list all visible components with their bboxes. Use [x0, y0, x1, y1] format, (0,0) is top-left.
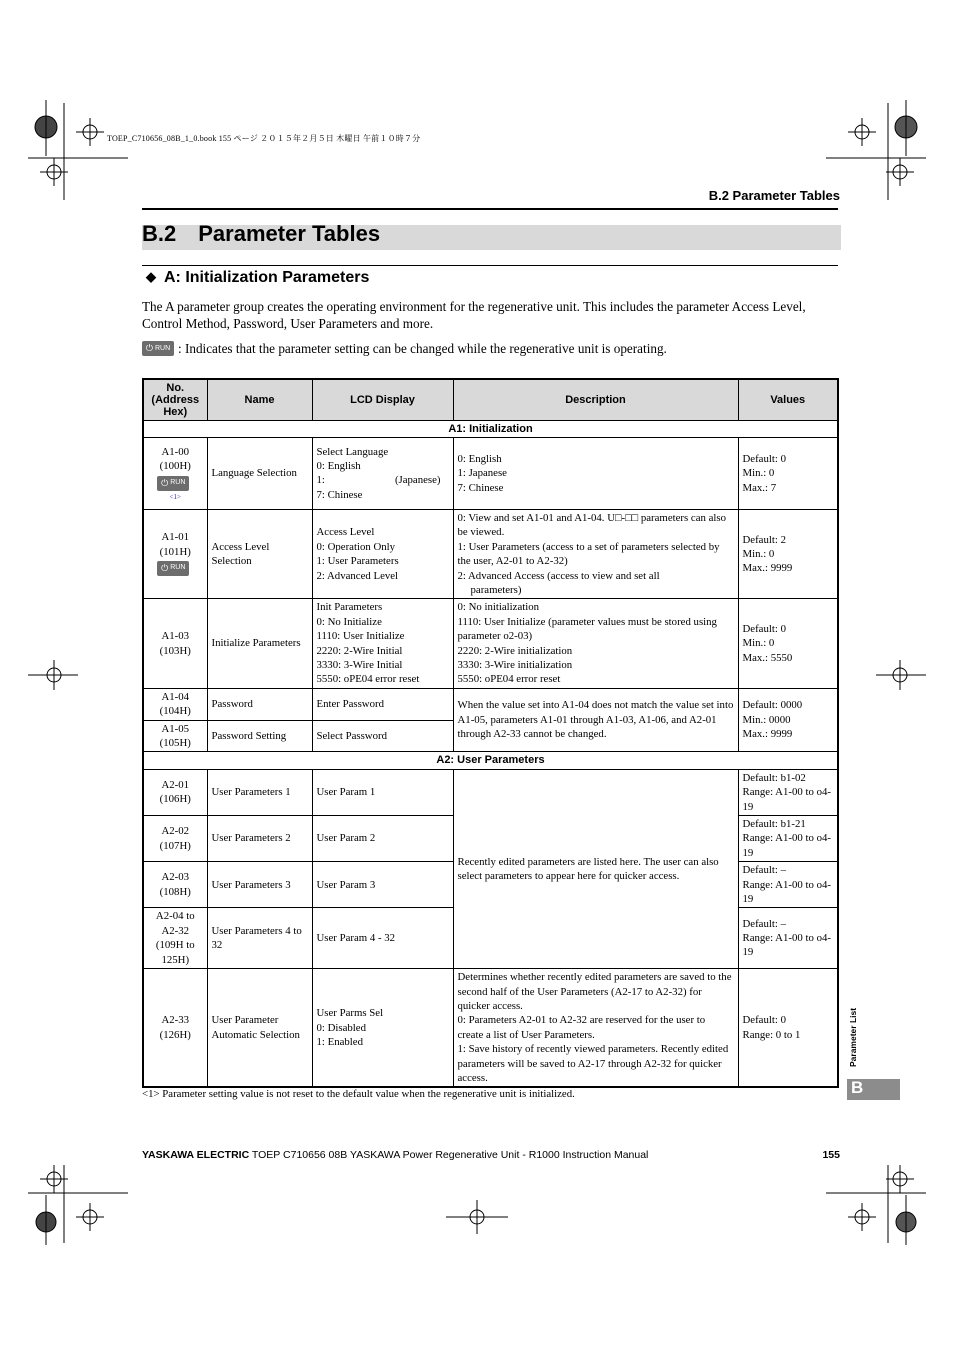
header-values: Values — [738, 379, 838, 420]
power-icon: ⏻ — [161, 478, 169, 489]
desc-line: 2: Advanced Access (access to view and set all — [457, 569, 660, 582]
param-name: User Parameters 4 to 32 — [207, 908, 312, 969]
param-values — [738, 688, 838, 752]
param-code: A2-33 — [161, 1014, 190, 1027]
page-number: 155 — [822, 1149, 840, 1161]
desc-line: 7: Chinese — [457, 481, 504, 494]
param-address: (126H) — [159, 1028, 191, 1041]
table-row — [143, 437, 838, 509]
value-line: Default: 0 — [742, 622, 786, 635]
param-lcd: User Param 2 — [312, 816, 453, 862]
param-code: A2-01 — [161, 779, 190, 792]
param-name: Access Level Selection — [207, 509, 312, 598]
value-line: Default: 2 — [742, 533, 786, 546]
param-values — [738, 908, 838, 969]
param-no — [143, 908, 207, 969]
lcd-line: User Parms Sel — [316, 1007, 384, 1020]
lcd-line: Init Parameters — [316, 601, 383, 614]
value-line: Max.: 9999 — [742, 728, 793, 741]
param-address: (104H) — [159, 705, 191, 718]
running-header: B.2 Parameter Tables — [708, 188, 840, 203]
page-footer — [142, 1149, 840, 1161]
lcd-line: 1110: User Initialize — [316, 630, 405, 643]
lcd-line: 0: No Initialize — [316, 615, 382, 628]
value-line: Range: A1-00 to o4-19 — [742, 932, 831, 959]
param-address: (109H to 125H) — [155, 939, 195, 966]
lcd-line: Select Language — [316, 445, 389, 458]
desc-line: 0: Parameters A2-01 to A2-32 are reserved for the user to create a list of User Parameters. — [457, 1014, 706, 1041]
param-description: When the value set into A1-04 does not match the value set into A1-05, parameters A1-01 through A1-03, A1-06, and A2-01 through A2-33 cannot be changed. — [453, 688, 738, 752]
chapter-tab-letter: B — [851, 1078, 864, 1097]
param-description — [453, 509, 738, 598]
header-name: Name — [207, 379, 312, 420]
param-code: A1-05 — [161, 722, 190, 735]
value-line: Max.: 9999 — [742, 562, 793, 575]
param-lcd: Select Password — [312, 720, 453, 752]
param-name: User Parameter Automatic Selection — [207, 969, 312, 1088]
desc-line: 1110: User Initialize (parameter values must be stored using parameter o2-03) — [457, 615, 717, 643]
lcd-line: 0: Disabled — [316, 1021, 366, 1034]
lcd-line: 7: Chinese — [316, 488, 363, 501]
desc-line: 5550: oPE04 error reset — [457, 673, 561, 686]
param-values — [738, 816, 838, 862]
lcd-line: 1: — [316, 474, 325, 487]
footnote-ref: <1> — [169, 492, 181, 501]
lcd-line: 0: English — [316, 460, 361, 472]
param-no — [143, 688, 207, 720]
param-code: A2-02 — [161, 825, 190, 838]
crop-mark-bottom-center — [446, 1200, 508, 1234]
param-values — [738, 862, 838, 908]
lcd-line: 1: Enabled — [316, 1035, 363, 1048]
desc-line: 2220: 2-Wire initialization — [457, 644, 573, 657]
param-lcd: User Param 1 — [312, 769, 453, 815]
param-lcd — [312, 509, 453, 598]
param-description — [453, 969, 738, 1088]
param-address: (106H) — [159, 793, 191, 806]
param-name: Password Setting — [207, 720, 312, 752]
param-lcd — [312, 437, 453, 509]
value-line: Default: 0 — [742, 452, 786, 465]
param-lcd — [312, 969, 453, 1088]
chapter-tab — [847, 1079, 900, 1100]
run-icon-label: RUN — [170, 564, 186, 572]
page-title — [142, 221, 380, 247]
footer-text — [142, 1149, 648, 1161]
parameter-table — [142, 378, 839, 1088]
table-row — [143, 599, 838, 688]
value-line: Min.: 0 — [742, 547, 775, 560]
desc-line: 0: View and set A1-01 and A1-04. U□-□□ parameters can also be viewed. — [457, 511, 726, 539]
table-row — [143, 688, 838, 720]
value-line: Min.: 0 — [742, 467, 775, 480]
subheading — [146, 269, 369, 287]
param-address: (108H) — [159, 885, 191, 898]
desc-line: parameters) — [470, 583, 522, 596]
value-line: Min.: 0 — [742, 637, 775, 650]
crop-mark-mid-right — [876, 660, 926, 694]
section-row-a2 — [143, 752, 838, 769]
header-no: No. (Address Hex) — [143, 379, 207, 420]
lcd-line: 2220: 2-Wire Initial — [316, 644, 403, 657]
desc-line: 1: Japanese — [457, 467, 507, 480]
value-line: Range: A1-00 to o4-19 — [742, 878, 831, 906]
param-code: A2-04 to A2-32 — [155, 910, 195, 937]
diamond-bullet-icon: ◆ — [146, 269, 156, 284]
crop-mark-top-left — [28, 100, 128, 200]
param-no — [143, 862, 207, 908]
lcd-line: 0: Operation Only — [316, 540, 396, 553]
run-note-text: : Indicates that the parameter setting can be changed while the regenerative unit is operating. — [178, 341, 667, 356]
section-a1-label: A1: Initialization — [143, 420, 838, 437]
value-line: Range: A1-00 to o4-19 — [742, 832, 831, 859]
subheading-rule — [142, 265, 838, 266]
run-icon-label: RUN — [154, 345, 171, 352]
value-line: Min.: 0000 — [742, 713, 791, 726]
param-values — [738, 769, 838, 815]
value-line: Default: 0000 — [742, 699, 803, 712]
run-icon — [157, 476, 189, 491]
param-values — [738, 437, 838, 509]
print-line: TOEP_C710656_08B_1_0.book 155 ページ ２０１５年２月５日 木曜日 午前１０時７分 — [107, 134, 421, 143]
run-note — [142, 340, 838, 357]
param-values — [738, 969, 838, 1088]
param-code: A2-03 — [161, 871, 190, 884]
desc-line: 0: No initialization — [457, 601, 540, 614]
desc-line: Determines whether recently edited parameters are saved to the second half of the User Parameters (A2-17 to A2-32) for quicker access. — [457, 971, 732, 1012]
subheading-text: A: Initialization Parameters — [164, 269, 370, 286]
lcd-line: Access Level — [316, 526, 375, 539]
param-lcd — [312, 599, 453, 688]
param-description — [453, 599, 738, 688]
lcd-line: 2: Advanced Level — [316, 569, 399, 582]
param-values — [738, 509, 838, 598]
run-icon — [142, 341, 174, 356]
table-header-row — [143, 379, 838, 420]
side-label: Parameter List — [848, 1007, 858, 1067]
crop-mark-mid-left — [28, 660, 78, 694]
param-description — [453, 437, 738, 509]
intro-paragraph: The A parameter group creates the operating environment for the regenerative unit. This includes the parameter Access Level, Control Method, Password, User Parameters and more. — [142, 299, 806, 331]
param-name: Initialize Parameters — [207, 599, 312, 688]
lcd-line: (Japanese) — [394, 474, 441, 487]
lcd-line: 5550: oPE04 error reset — [316, 673, 420, 686]
desc-line: 1: Save history of recently viewed parameters. Recently edited parameters will be saved to A2-17 through A2-32 for quicker access. — [457, 1043, 729, 1084]
desc-line: 0: English — [457, 452, 502, 465]
footer-company: YASKAWA ELECTRIC — [142, 1149, 250, 1161]
value-line: Max.: 5550 — [742, 651, 793, 664]
param-name: User Parameters 1 — [207, 769, 312, 815]
param-no — [143, 437, 207, 509]
param-name: User Parameters 3 — [207, 862, 312, 908]
param-address: (103H) — [159, 644, 191, 657]
param-code: A1-01 — [161, 531, 190, 544]
value-line: Default: b1-02 — [742, 771, 806, 784]
section-row-a1 — [143, 420, 838, 437]
param-address: (105H) — [159, 737, 191, 749]
value-line: Default: – — [742, 864, 786, 877]
run-icon-label: RUN — [170, 479, 186, 487]
crop-mark-bottom-right — [826, 1165, 926, 1245]
param-no — [143, 769, 207, 815]
param-no — [143, 720, 207, 752]
table-row — [143, 769, 838, 815]
lcd-line: 3330: 3-Wire Initial — [316, 658, 403, 671]
param-no — [143, 969, 207, 1088]
param-name: Password — [207, 688, 312, 720]
value-line: Default: 0 — [742, 1014, 786, 1027]
value-line: Max.: 7 — [742, 481, 777, 494]
param-lcd: User Param 4 - 32 — [312, 908, 453, 969]
param-code: A1-03 — [161, 630, 190, 643]
param-address: (100H) — [159, 460, 191, 473]
run-icon — [157, 561, 189, 576]
section-a2-label: A2: User Parameters — [143, 752, 838, 769]
param-lcd: Enter Password — [312, 688, 453, 720]
lcd-line: 1: User Parameters — [316, 555, 399, 568]
table-row — [143, 969, 838, 1088]
param-no — [143, 509, 207, 598]
param-code: A1-04 — [161, 690, 190, 703]
header-rule — [142, 208, 838, 210]
section-number: B.2 — [142, 221, 177, 246]
param-no — [143, 816, 207, 862]
param-values — [738, 599, 838, 688]
value-line: Default: – — [742, 917, 786, 930]
crop-mark-top-right — [826, 100, 926, 200]
param-lcd: User Param 3 — [312, 862, 453, 908]
desc-line: 3330: 3-Wire initialization — [457, 658, 573, 671]
param-name: User Parameters 2 — [207, 816, 312, 862]
param-address: (101H) — [159, 545, 191, 558]
power-icon: ⏻ — [161, 563, 169, 574]
crop-mark-bottom-left — [28, 1165, 128, 1245]
section-title: Parameter Tables — [198, 221, 381, 246]
desc-line: 1: User Parameters (access to a set of parameters selected by the user, A2-01 to A2-32) — [457, 540, 720, 568]
param-address: (107H) — [159, 839, 191, 852]
param-code: A1-00 — [161, 446, 190, 458]
param-description: Recently edited parameters are listed here. The user can also select parameters to appear here for quicker access. — [453, 769, 738, 968]
header-description: Description — [453, 379, 738, 420]
param-name: Language Selection — [207, 437, 312, 509]
param-no — [143, 599, 207, 688]
table-footnote: <1> Parameter setting value is not reset to the default value when the regenerative unit is initialized. — [142, 1088, 575, 1100]
power-icon: ⏻ — [145, 343, 153, 353]
footer-doc: TOEP C710656 08B YASKAWA Power Regenerative Unit - R1000 Instruction Manual — [251, 1149, 649, 1161]
value-line: Default: b1-21 — [742, 818, 806, 831]
value-line: Range: A1-00 to o4-19 — [742, 786, 831, 813]
header-lcd: LCD Display — [312, 379, 453, 420]
value-line: Range: 0 to 1 — [742, 1028, 801, 1041]
table-row — [143, 509, 838, 598]
